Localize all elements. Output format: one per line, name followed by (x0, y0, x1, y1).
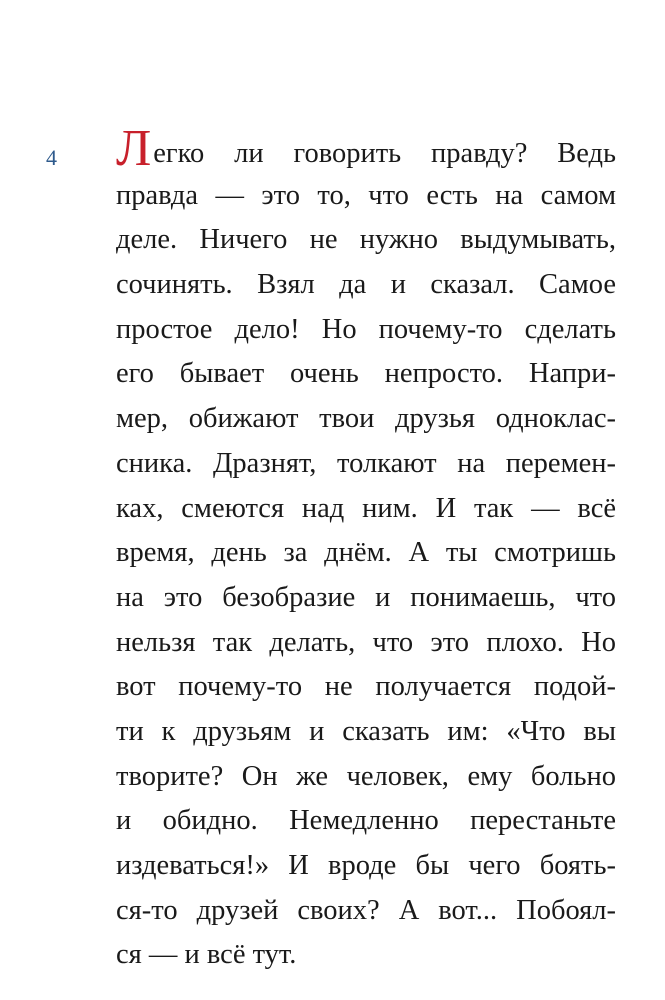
text-line: и обидно. Немедленно перестаньте (116, 805, 616, 837)
page-number: 4 (46, 145, 57, 170)
text-line: правда — это то, что есть на самом (116, 179, 616, 211)
text-line: ках, смеются над ним. И так — всё (116, 492, 616, 524)
text-line: издеваться!» И вроде бы чего боять- (116, 850, 616, 881)
text-line: простое дело! Но почему-то сделать (116, 313, 616, 345)
text-line: его бывает очень непросто. Напри- (116, 358, 616, 390)
text-line: ся — и всё тут. (116, 939, 297, 971)
text-line: сочинять. Взял да и сказал. Самое (116, 269, 616, 301)
drop-cap: Л (116, 120, 152, 177)
text-line: на это безобразие и понимаешь, что (116, 581, 616, 613)
body-text (116, 120, 616, 978)
text-line-content: егко ли говорить правду? Ведь (153, 138, 616, 169)
text-line: сника. Дразнят, толкают на перемен- (116, 447, 616, 479)
text-line: время, день за днём. А ты смотришь (116, 537, 616, 569)
text-line: нельзя так делать, что это плохо. Но (116, 626, 616, 658)
text-line: ти к друзьям и сказать им: «Что вы (116, 715, 616, 747)
text-line: вот почему-то не получается подой- (116, 671, 616, 703)
text-line: мер, обижают твои друзья однoклас- (116, 403, 616, 435)
text-line: творите? Он же человек, ему больно (116, 760, 616, 792)
text-line (116, 120, 616, 177)
text-line: ся-то друзей своих? А вот... Побоял- (116, 894, 616, 926)
text-line: деле. Ничего не нужно выдумывать, (116, 224, 616, 256)
